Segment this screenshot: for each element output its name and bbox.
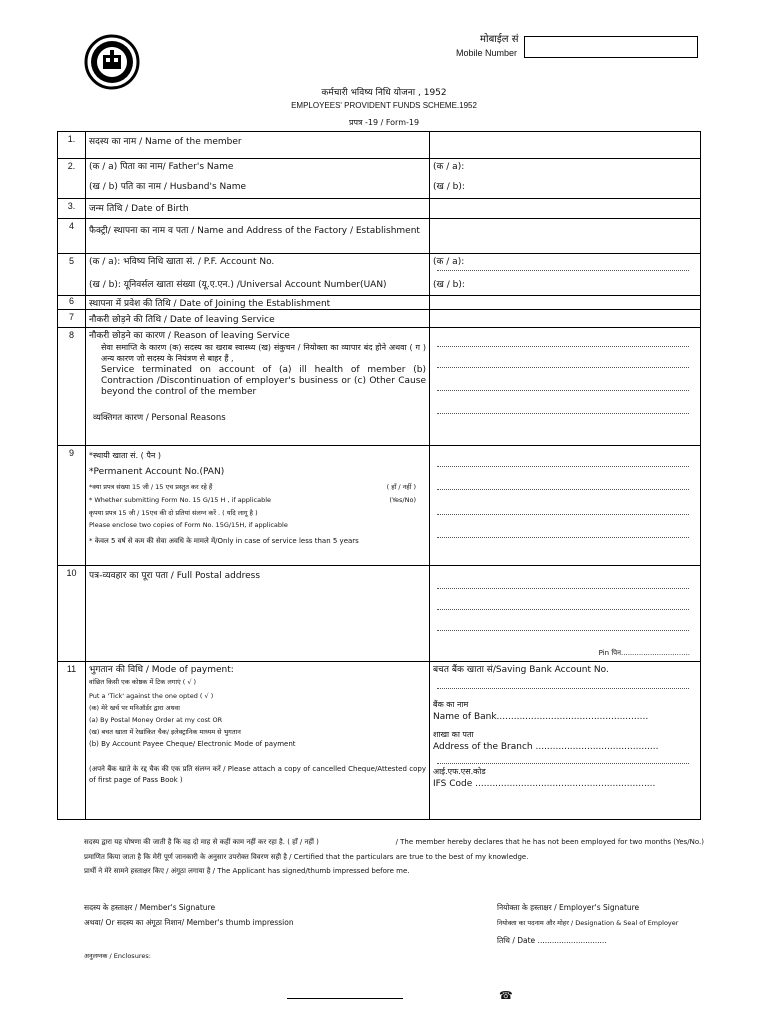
enclosures-label: अनुलग्नक / Enclosures: (84, 952, 151, 960)
declaration-line-3 (84, 867, 410, 876)
cheque-option-hindi[interactable]: (ख) बचत खाता में रेखांकित चैक/ इलेक्ट्रानिक माध्यम से भुगतान (89, 728, 241, 736)
row-number: 1. (58, 132, 86, 159)
ifs-label-hindi: आई.एफ.एस.कोड (433, 767, 486, 776)
row-leaving (58, 310, 701, 328)
member-thumb-label: अथवा/ Or सदस्य का अंगूठा निशान/ Member's thumb impression (84, 918, 294, 927)
reason-label: नौकरी छोड़ने का कारण / Reason of leaving Service (89, 331, 290, 341)
money-order-option-hindi[interactable]: (क) मेरे खर्च पर मनिऑर्डर द्वारा अथवा (89, 704, 180, 712)
mobile-label-hindi: मोबाईल सं (480, 34, 519, 45)
form-number: प्रपत्र -19 / Form-19 (348, 118, 420, 127)
address-label: पत्र-व्यवहार का पूरा पता / Full Postal address (86, 566, 430, 662)
member-name-label: सदस्य का नाम / Name of the member (86, 132, 430, 159)
bank-name-field[interactable]: Name of Bank..................................................... (433, 712, 649, 722)
date-field[interactable]: तिथि / Date ............................. (497, 936, 607, 945)
declaration-hindi: सदस्य द्वारा यह घोषणा की जाती है कि वह दो माह से कहीं काम नहीं कर रहा है. ( हाँ / नहीं ) (84, 838, 319, 846)
row-number: 7 (58, 310, 86, 328)
cheque-option[interactable]: (b) By Account Payee Cheque/ Electronic Mode of payment (89, 740, 296, 748)
reason-hindi-text: सेवा समाप्ति के कारण (क) सदस्य का खराब स्वास्थ्य (ख) संकुचन / नियोक्ता का व्यापार बंद होने अथवा ( ग ) अन्य कारण जो सदस्य के नियंत्रण से बाहर हैं , (101, 343, 426, 363)
tick-instruction: Put a 'Tick' against the one opted ( √ ) (89, 692, 214, 700)
row-number: 6 (58, 296, 86, 310)
uan-label: (ख / b): यूनिवर्सल खाता संख्या (यू.ए.एन.) /Universal Account Number(UAN) (89, 280, 387, 290)
row-joining (58, 296, 701, 310)
leaving-date-field[interactable] (430, 310, 701, 328)
row-pan (58, 446, 701, 566)
pin-code-field[interactable]: Pin पिन............................... (598, 649, 690, 657)
branch-address-field[interactable]: Address of the Branch ........................................... (433, 742, 659, 752)
epfo-logo-icon (84, 34, 140, 90)
husband-name-label: (ख / b) पति का नाम / Husband's Name (89, 182, 247, 192)
pf-account-field[interactable]: (क / a): (433, 257, 465, 267)
leaving-date-label: नौकरी छोड़ने की तिथि / Date of leaving Service (86, 310, 430, 328)
money-order-option[interactable]: (a) By Postal Money Order at my cost OR (89, 716, 223, 724)
form-table (57, 131, 701, 820)
row-reason (58, 328, 701, 446)
row-number: 8 (58, 328, 86, 446)
bank-name-label-hindi: बैंक का नाम (433, 700, 469, 709)
row-account (58, 254, 701, 296)
attach-note-hindi: (अपने बैंक खाते के रद्द चैक की एक प्रति संलग्न करें (89, 765, 221, 773)
row-establishment (58, 219, 701, 254)
row-father-husband (58, 159, 701, 199)
establishment-label: फैक्ट्री/ स्थापना का नाम व पता / Name and Address of the Factory / Establishment (86, 219, 430, 254)
reason-text: Service terminated on account of (a) ill health of member (b) Contraction /Discontinuation of employer's business or (c) Other Cause beyond the control of the member (101, 365, 426, 397)
declaration-line-2 (84, 853, 528, 862)
divider (287, 998, 403, 999)
father-name-label: (क / a) पिता का नाम/ Father's Name (89, 162, 234, 172)
row-number: 2. (58, 159, 86, 199)
enclose-hindi: कृपया प्रपत्र 15 जी / 15एच की दो प्रतियां संलग्न करें . ( यदि लागू है ) (89, 509, 258, 517)
row-number: 9 (58, 446, 86, 566)
scheme-title-hindi: कर्मचारी भविष्य निधि योजना , 1952 (321, 88, 447, 98)
savings-account-field[interactable]: बचत बैंक खाता सं/Saving Bank Account No. (433, 665, 609, 675)
service-note: * केवल 5 वर्ष से कम की सेवा अवधि के मामले में/Only in case of service less than 5 years (89, 537, 359, 545)
declaration-line-1 (84, 838, 704, 847)
certified-text: Certified that the particulars are true to the best of my knowledge. (293, 853, 529, 861)
pf-account-label: (क / a): भविष्य निधि खाता सं. / P.F. Account No. (89, 257, 275, 267)
personal-reasons-label: व्यक्तिगत कारण / Personal Reasons (93, 413, 226, 423)
yes-no-hindi: ( हाँ / नहीं ) (386, 483, 416, 491)
scheme-title: EMPLOYEES' PROVIDENT FUNDS SCHEME.1952 (291, 101, 477, 110)
employer-signature-label: नियोक्ता के हस्ताक्षर / Employer's Signature (497, 903, 640, 912)
uan-field[interactable]: (ख / b): (433, 280, 465, 290)
branch-label-hindi: शाखा का पता (433, 730, 474, 739)
applicant-signed-text: The Applicant has signed/thumb impressed before me. (217, 867, 410, 875)
row-number: 5 (58, 254, 86, 296)
dob-label: जन्म तिथि / Date of Birth (86, 199, 430, 219)
dob-field[interactable] (430, 199, 701, 219)
employer-seal-label: नियोक्ता का पदनाम और मोहर / Designation & Seal of Employer (497, 919, 679, 927)
attach-note: / Please attach a copy of cancelled Cheque/Attested copy of first page of Pass Book ) (89, 765, 426, 784)
joining-date-field[interactable] (430, 296, 701, 310)
enclose-note: Please enclose two copies of Form No. 15G/15H, if applicable (89, 521, 288, 529)
husband-name-field[interactable]: (ख / b): (433, 182, 465, 192)
pan-label-hindi: *स्थायी खाता सं. ( पैन ) (89, 451, 161, 460)
mobile-label: Mobile Number (456, 48, 518, 58)
joining-date-label: स्थापना में प्रवेश की तिथि / Date of Joining the Establishment (86, 296, 430, 310)
row-number: 10 (58, 566, 86, 662)
declaration-text: / The member hereby declares that he has not been employed for two months (Yes/No.) (395, 838, 704, 846)
ifs-code-field[interactable]: IFS Code ............................................................... (433, 779, 656, 789)
member-name-field[interactable] (430, 132, 701, 159)
form15-question: * Whether submitting Form No. 15 G/15 H , if applicable (89, 496, 272, 504)
establishment-field[interactable] (430, 219, 701, 254)
tick-instruction-hindi: वांछित किसी एक कोष्ठक में टिक लगाएं ( √ ) (89, 678, 197, 686)
row-number: 4 (58, 219, 86, 254)
form15-question-hindi: *क्या प्रपत्र संख्या 15 जी / 15 एच प्रस्तुत कर रहे हैं (89, 483, 213, 491)
row-address (58, 566, 701, 662)
row-payment (58, 662, 701, 820)
yes-no: (Yes/No) (389, 496, 416, 504)
phone-icon: ☎ (499, 990, 513, 1002)
row-member-name (58, 132, 701, 159)
row-dob (58, 199, 701, 219)
member-signature-label: सदस्य के हस्ताक्षर / Member's Signature (84, 903, 216, 912)
payment-mode-label: भुगतान की विधि / Mode of payment: (89, 665, 234, 675)
row-number: 3. (58, 199, 86, 219)
pan-label: *Permanent Account No.(PAN) (89, 467, 225, 477)
father-name-field[interactable]: (क / a): (433, 162, 465, 172)
mobile-number-field[interactable] (524, 36, 698, 58)
applicant-signed-hindi: प्रार्थी ने मेरे सामने हस्ताक्षर किए / अंगूठा लगाया है / (84, 867, 216, 875)
row-number: 11 (58, 662, 86, 820)
certified-hindi: प्रमाणित किया जाता है कि मेरी पूर्ण जानकारी के अनुसार उपरोक्त विवरण सही है / (84, 853, 292, 861)
